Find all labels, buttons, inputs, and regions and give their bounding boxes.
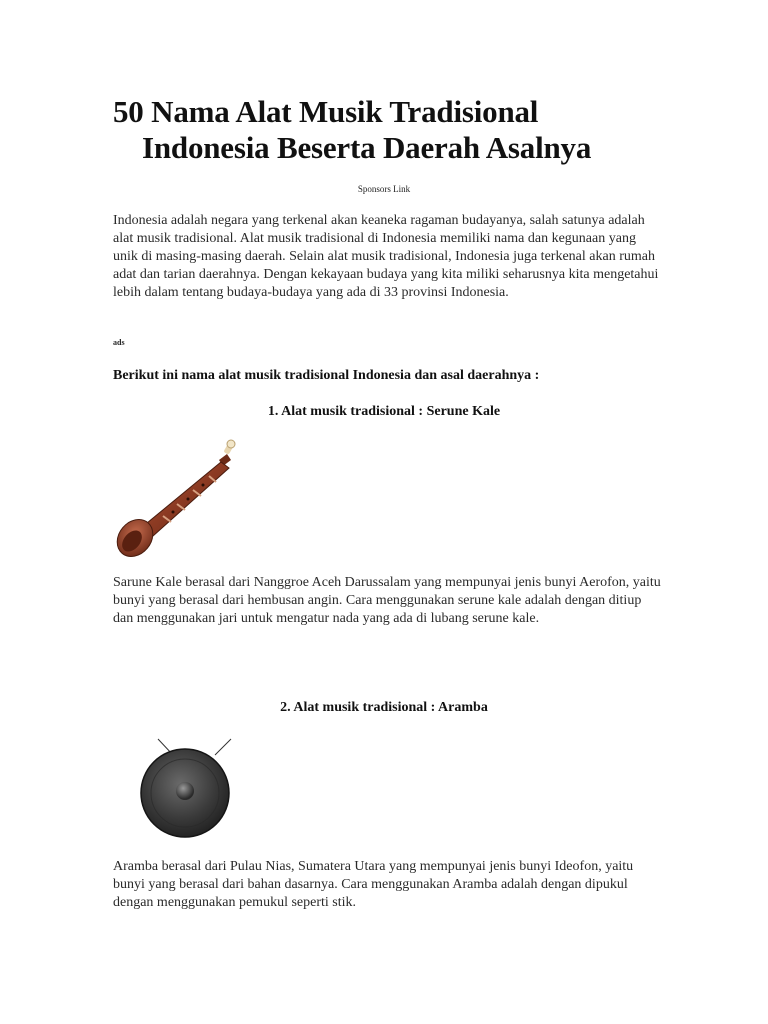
- intro-paragraph: Indonesia adalah negara yang terkenal akan keaneka ragaman budayanya, salah satunya adalah alat musik tradisional. Alat musik tradisional di Indonesia memiliki nama dan kegunaan yang unik di masing-masing daerah. Selain alat musik tradisional, Indonesia juga terkenal akan rumah adat dan tarian daerahnya. Dengan kekayaan budaya yang kita miliki seharusnya kita mengetahui lebih dalam tentang budaya-budaya yang ada di 33 provinsi Indonesia.: [113, 213, 659, 300]
- ads-label: ads: [113, 338, 125, 347]
- aramba-gong-image: [113, 733, 255, 841]
- section-2-description: Aramba berasal dari Pulau Nias, Sumatera Utara yang mempunyai jenis bunyi Ideofon, yaitu bunyi yang berasal dari bahan dasarnya. Cara menggunakan Aramba adalah dengan dipukul dengan menggunakan pemukul seperti stik.: [113, 859, 634, 910]
- section-2-heading: 2. Alat musik tradisional : Aramba: [280, 700, 488, 715]
- article-title-line-1: 50 Nama Alat Musik Tradisional: [113, 94, 539, 129]
- list-lead-text: Berikut ini nama alat musik tradisional Indonesia dan asal daerahnya :: [113, 368, 540, 383]
- article-title: [113, 94, 673, 166]
- section-1-description: Sarune Kale berasal dari Nanggroe Aceh Darussalam yang mempunyai jenis bunyi Aerofon, yaitu bunyi yang berasal dari hembusan angin. Cara menggunakan serune kale adalah dengan ditiup dan menggunakan jari untuk mengatur nada yang ada di lubang serune kale.: [113, 575, 661, 626]
- sponsors-link[interactable]: Sponsors Link: [357, 184, 411, 194]
- section-1-heading: 1. Alat musik tradisional : Serune Kale: [267, 404, 501, 419]
- article-title-line-2: Indonesia Beserta Daerah Asalnya: [142, 130, 592, 165]
- serune-kale-trumpet-image: [113, 432, 248, 560]
